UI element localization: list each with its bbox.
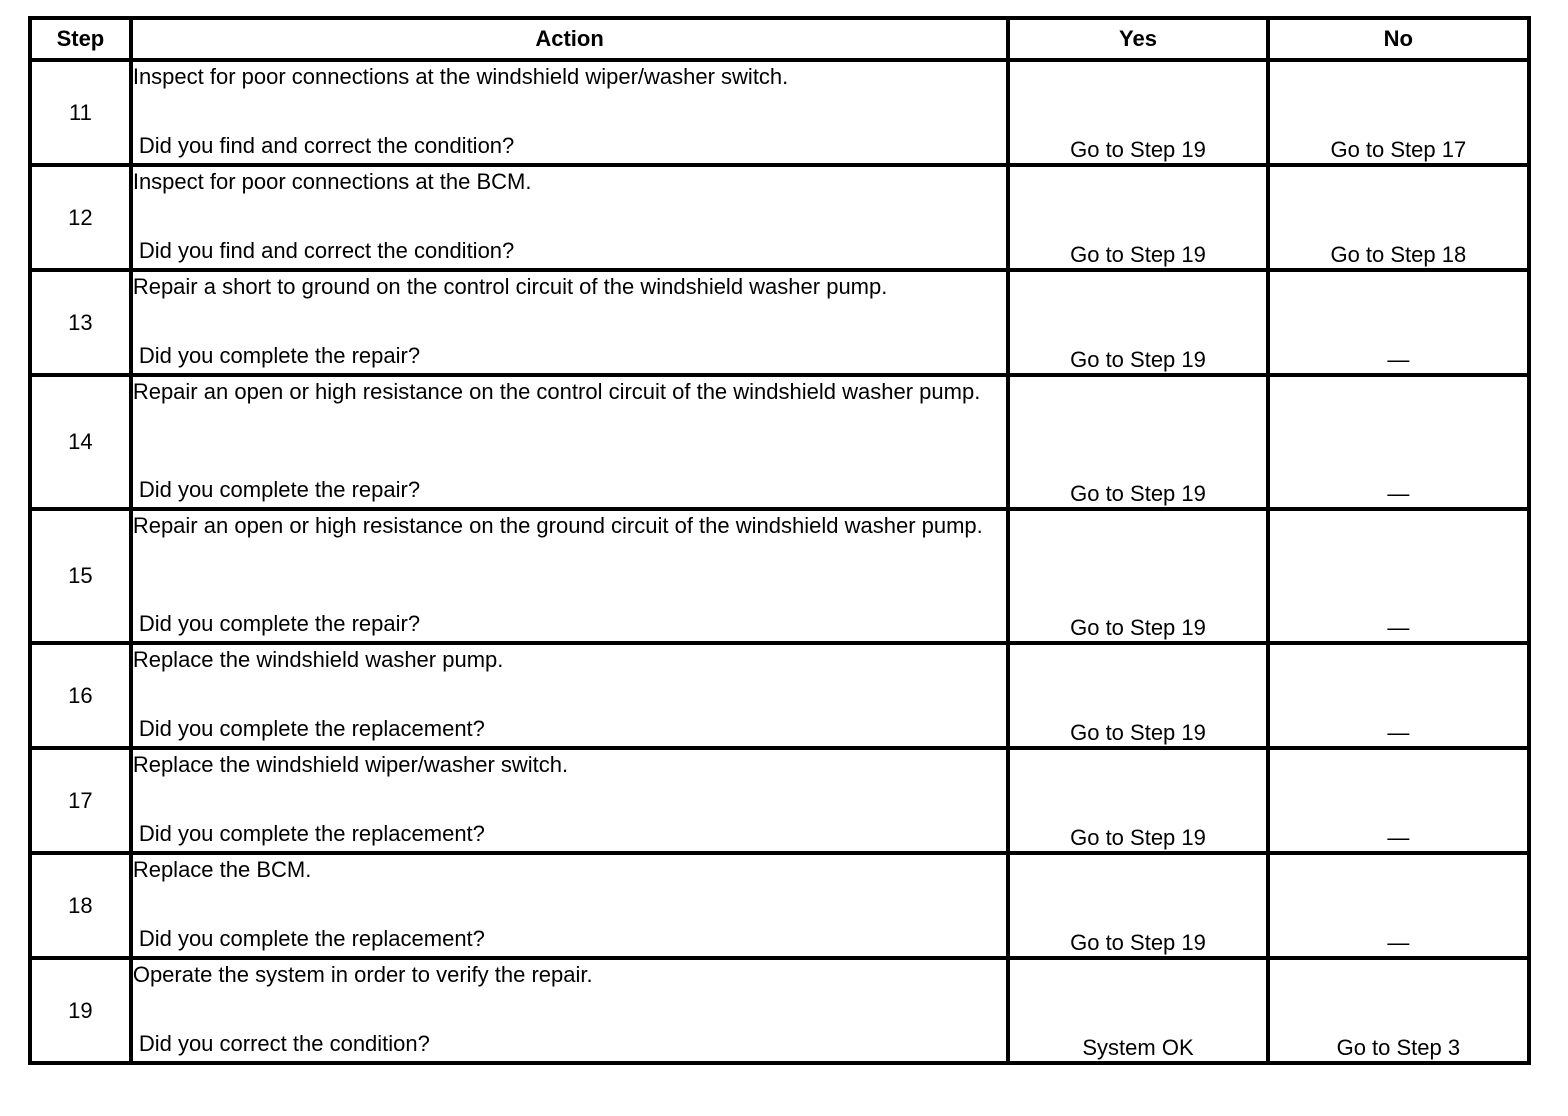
- action-cell: [131, 853, 1008, 958]
- table-row: [30, 643, 1529, 748]
- question: Did you complete the replacement?: [138, 926, 485, 951]
- header-no: No: [1268, 18, 1529, 60]
- instruction: Repair a short to ground on the control circuit of the windshield washer pump.: [132, 274, 888, 299]
- action-cell: [131, 270, 1008, 375]
- yes-result: Go to Step 19: [1008, 375, 1267, 509]
- instruction: Repair an open or high resistance on the ground circuit of the windshield washer pump.: [132, 513, 983, 538]
- no-result: —: [1268, 748, 1529, 853]
- step-number: 14: [30, 375, 131, 509]
- instruction: Inspect for poor connections at the windshield wiper/washer switch.: [132, 64, 789, 89]
- table-row: [30, 375, 1529, 509]
- question: Did you correct the condition?: [138, 1031, 430, 1056]
- step-number: 18: [30, 853, 131, 958]
- table-row: [30, 748, 1529, 853]
- instruction: Replace the windshield wiper/washer switch.: [132, 752, 569, 777]
- yes-result: Go to Step 19: [1008, 748, 1267, 853]
- question: Did you find and correct the condition?: [138, 133, 515, 158]
- yes-result: Go to Step 19: [1008, 853, 1267, 958]
- action-cell: [131, 375, 1008, 509]
- table-row: [30, 270, 1529, 375]
- yes-result: Go to Step 19: [1008, 60, 1267, 165]
- table-row: [30, 165, 1529, 270]
- step-number: 13: [30, 270, 131, 375]
- diagnostic-table: [28, 16, 1531, 1065]
- step-number: 12: [30, 165, 131, 270]
- instruction: Repair an open or high resistance on the control circuit of the windshield washer pump.: [132, 379, 981, 404]
- no-result: Go to Step 3: [1268, 958, 1529, 1063]
- yes-result: System OK: [1008, 958, 1267, 1063]
- no-result: —: [1268, 375, 1529, 509]
- action-cell: [131, 643, 1008, 748]
- step-number: 17: [30, 748, 131, 853]
- step-number: 19: [30, 958, 131, 1063]
- instruction: Inspect for poor connections at the BCM.: [132, 169, 532, 194]
- no-result: —: [1268, 853, 1529, 958]
- action-cell: [131, 958, 1008, 1063]
- question: Did you complete the repair?: [138, 611, 421, 636]
- question: Did you complete the replacement?: [138, 716, 485, 741]
- question: Did you complete the replacement?: [138, 821, 485, 846]
- action-cell: [131, 748, 1008, 853]
- action-cell: [131, 60, 1008, 165]
- instruction: Operate the system in order to verify the repair.: [132, 962, 593, 987]
- step-number: 15: [30, 509, 131, 643]
- yes-result: Go to Step 19: [1008, 643, 1267, 748]
- yes-result: Go to Step 19: [1008, 270, 1267, 375]
- table-row: [30, 958, 1529, 1063]
- no-result: Go to Step 18: [1268, 165, 1529, 270]
- header-yes: Yes: [1008, 18, 1267, 60]
- question: Did you find and correct the condition?: [138, 238, 515, 263]
- question: Did you complete the repair?: [138, 477, 421, 502]
- step-number: 16: [30, 643, 131, 748]
- no-result: —: [1268, 643, 1529, 748]
- no-result: —: [1268, 509, 1529, 643]
- header-action: Action: [131, 18, 1008, 60]
- instruction: Replace the BCM.: [132, 857, 312, 882]
- yes-result: Go to Step 19: [1008, 509, 1267, 643]
- table-row: [30, 509, 1529, 643]
- instruction: Replace the windshield washer pump.: [132, 647, 504, 672]
- step-number: 11: [30, 60, 131, 165]
- no-result: Go to Step 17: [1268, 60, 1529, 165]
- question: Did you complete the repair?: [138, 343, 421, 368]
- table-row: [30, 60, 1529, 165]
- header-row: [30, 18, 1529, 60]
- no-result: —: [1268, 270, 1529, 375]
- table-row: [30, 853, 1529, 958]
- action-cell: [131, 165, 1008, 270]
- header-step: Step: [30, 18, 131, 60]
- action-cell: [131, 509, 1008, 643]
- yes-result: Go to Step 19: [1008, 165, 1267, 270]
